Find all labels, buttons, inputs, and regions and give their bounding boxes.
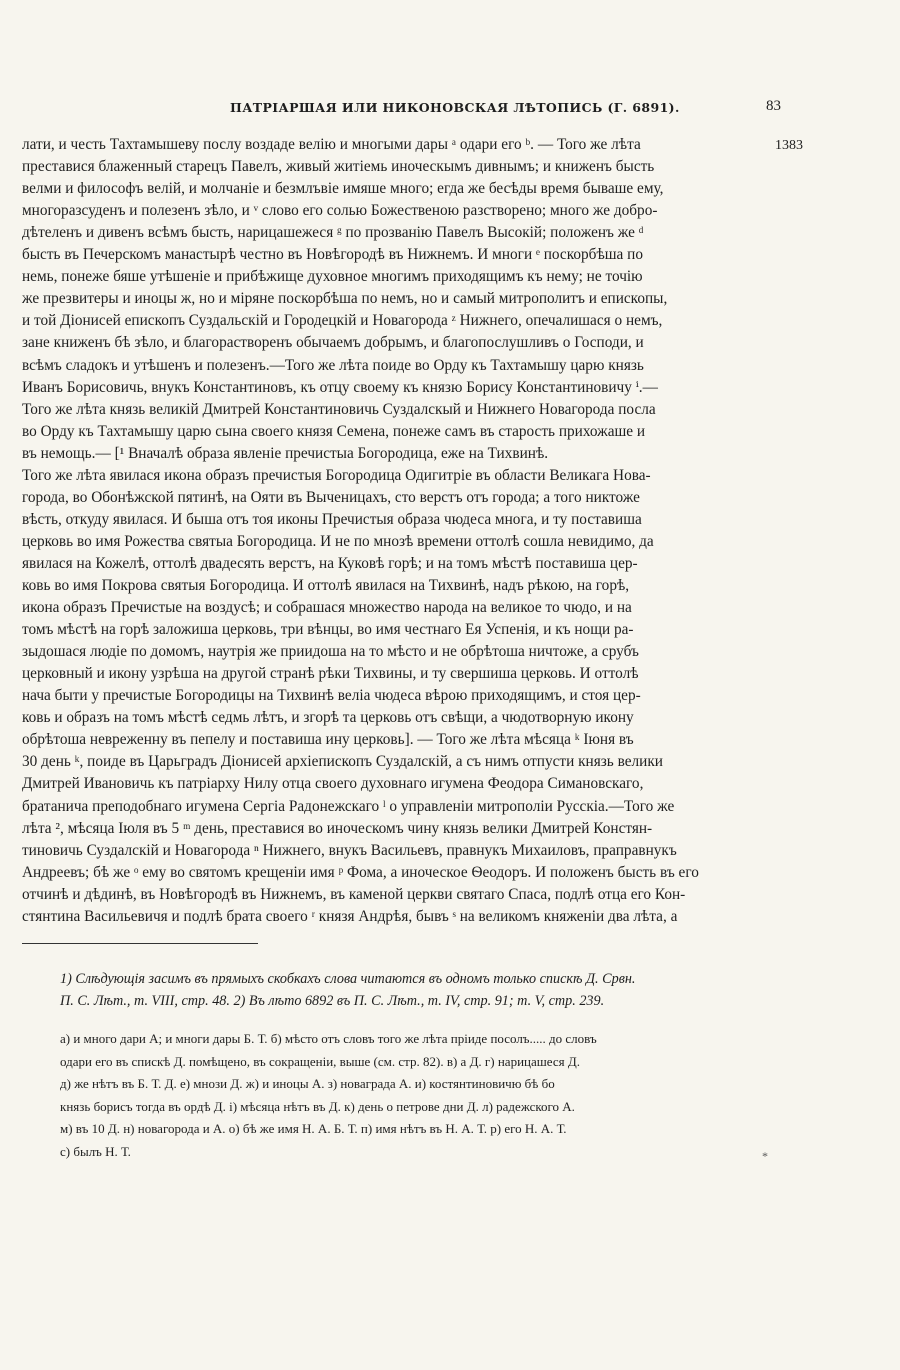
text-line: обрѣтоша невреженну въ пепелу и поставиша ину церковь]. — Того же лѣта мѣсяца ᵏ Iюня въ xyxy=(22,731,634,749)
text-line: явилася на Кожелѣ, оттолѣ двадесять верстъ, на Куковѣ горѣ; и на томъ мѣстѣ поставиша цер- xyxy=(22,554,638,572)
page-number: 83 xyxy=(766,98,781,114)
text-line: нача быти у пречистые Богородицы на Тихвинѣ велiа чюдеса вѣрою приходящимъ, и стоя цер- xyxy=(22,687,641,705)
variant-note-line: одари его въ спискѣ Д. помѣщено, въ сокращенiи, выше (см. стр. 82). в) а Д. г) нарицашеся Д. xyxy=(60,1053,580,1069)
text-line: всѣмъ сладокъ и утѣшенъ и полезенъ.—Того же лѣта поиде во Орду къ Тахтамышу царю князь xyxy=(22,356,644,374)
text-line: зыдошася людiе по домомъ, наутрiя же приидоша на то мѣсто и не обрѣтоша ничтоже, а срубъ xyxy=(22,643,639,661)
text-line: 30 день ᵏ, поиде въ Царьградъ Дiонисей архiепископъ Суздалскiй, а съ нимъ отпусти князь велики xyxy=(22,753,663,771)
text-line: многоразсуденъ и полезенъ зѣло, и ᵛ слово его солью Божественою разстворено; много же добро- xyxy=(22,202,658,220)
variant-note-line: князь борисъ тогда въ ордѣ Д. i) мѣсяца нѣтъ въ Д. к) день о петрове дни Д. л) радежского А. xyxy=(60,1098,575,1114)
text-line: зане книженъ бѣ зѣло, и благорастворенъ обычаемъ добрымъ, и благопослушливъ о Господи, и xyxy=(22,334,644,352)
text-line: церковь во имя Рожества святыа Богородица. И не по мнозѣ времени оттолѣ сошла невидимо, да xyxy=(22,532,654,550)
footnote-separator xyxy=(22,943,258,944)
text-line: преставися блаженный старецъ Павелъ, живый житiемь иноческымъ дивнымъ; и книженъ бысть xyxy=(22,158,655,176)
variant-note-line: м) въ 10 Д. н) новагорода и А. о) бѣ же имя Н. А. Б. Т. п) имя нѣтъ въ Н. А. Т. р) его Н. А. Т. xyxy=(60,1121,567,1136)
text-line: томъ мѣстѣ на горѣ заложиша церковь, три вѣнцы, во имя честнаго Ея Успенiя, и къ нощи ра- xyxy=(22,621,634,639)
text-line: въ немощь.— [¹ Вначалѣ образа явленiе пречистыа Богородица, еже на Тихвинѣ. xyxy=(22,444,549,462)
text-line: лѣта ², мѣсяца Iюля въ 5 ᵐ день, преставися во иноческомъ чину князь велики Дмитрей Констян- xyxy=(22,819,653,837)
text-line: Иванъ Борисовичь, внукъ Константиновъ, къ отцу своему къ князю Борису Константиновичу ⁱ.— xyxy=(22,378,658,396)
variant-note-line: а) и много дари А; и многи дары Б. Т. б) мѣсто отъ словъ того же лѣта прiиде посолъ..... до словъ xyxy=(60,1031,597,1046)
text-line: отчинѣ и дѣдинѣ, въ Новѣгородѣ въ Нижнемъ, въ каменой церкви святаго Спаса, подлѣ отца его Кон- xyxy=(22,885,686,903)
text-line: Дмитрей Ивановичь къ патрiарху Нилу отца своего духовнаго игумена Феодора Симановскаго, xyxy=(22,775,644,793)
footnote-line: П. С. Лѣт., т. VIII, стр. 48. 2) Въ лѣто 6892 въ П. С. Лѣт., т. IV, стр. 91; т. V, стр. 239. xyxy=(60,993,605,1009)
text-line: братанича преподобнаго игумена Сергiа Радонежскаго ˡ о управленiи митрополiи Русскiа.—Того же xyxy=(22,797,675,815)
header-title: ПАТРІАРШАЯ ИЛИ НИКОНОВСКАЯ ЛѢТОПИСЬ (Г. 6891). xyxy=(230,100,680,115)
text-line: велми и философъ велiй, и молчанiе и безмлъвiе имяше много; егда же бесѣды время бываше ему, xyxy=(22,180,664,198)
footnote-line: 1) Слѣдующiя засимъ въ прямыхъ скобкахъ слова читаются въ одномъ только спискѣ Д. Срвн. xyxy=(60,971,636,987)
ornament-mark: * xyxy=(762,1149,768,1163)
text-line: вѣсть, откуду явилася. И быша отъ тоя иконы Пречистыя образа чюдеса многа, и ту поставиша xyxy=(22,510,642,528)
text-line: стянтина Васильевичя и подлѣ брата своего ʳ князя Андрѣя, бывъ ˢ на великомъ княженiи два лѣта, а xyxy=(22,907,678,925)
text-line: Того же лѣта явилася икона образъ пречистыя Богородица Одигитрiе въ области Великага Нова- xyxy=(22,466,651,484)
text-line: ковь во имя Покрова святыя Богородица. И оттолѣ явилася на Тихвинѣ, надъ рѣкою, на горѣ, xyxy=(22,577,630,594)
text-line: тиновичь Суздалскiй и Новагорода ⁿ Нижнего, внукъ Васильевъ, правнукъ Михаиловъ, праправнукъ xyxy=(22,841,677,859)
variant-note-line: д) же нѣтъ въ Б. Т. Д. е) мнози Д. ж) и иноцы А. з) новаграда А. и) костянтиновичю бѣ бо xyxy=(60,1076,555,1091)
text-line: дѣтеленъ и дивенъ всѣмъ бысть, нарицашежеся ᵍ по прозванiю Павелъ Высокiй; положенъ же ᵈ xyxy=(22,224,644,242)
text-line: во Орду къ Тахтамышу царю сына своего князя Семена, понеже самъ въ старость прихожаше и xyxy=(22,422,646,440)
text-line: Того же лѣта князь великiй Дмитрей Константиновичь Суздалскый и Нижнего Новагорода посла xyxy=(22,400,656,418)
text-line: Андреевъ; бѣ же ᵒ ему во святомъ крещенiи имя ᵖ Фома, а иноческое Ѳеодоръ. И положенъ бысть въ его xyxy=(22,863,699,881)
running-header xyxy=(0,100,900,122)
text-line: ковь и образъ на томъ мѣстѣ седмь лѣтъ, и згорѣ та церковь отъ свѣщи, а чюдотворную икону xyxy=(22,709,634,727)
text-line: лати, и честь Тахтамышеву послу воздаде велiю и многыми дары ᵃ одари его ᵇ. — Того же лѣта xyxy=(22,136,641,153)
text-line: города, во Обонѣжской пятинѣ, на Ояти въ Выченицахъ, сто верстъ отъ города; а того никтоже xyxy=(22,488,640,506)
margin-year: 1383 xyxy=(775,138,803,153)
text-line: церковный и икону узрѣша на другой странѣ рѣки Тихвины, и ту свершиша церковь. И оттолѣ xyxy=(22,665,639,683)
text-line: же презвитеры и иноцы ж, но и мiряне поскорбѣша по немъ, но и самый митрополитъ и епископы, xyxy=(22,290,668,308)
text-line: и той Дiонисей епископъ Суздальскiй и Городецкiй и Новагорода ᶻ Нижнего, опечалишася о немъ, xyxy=(22,312,663,330)
variant-note-line: с) былъ Н. Т. xyxy=(60,1143,131,1159)
text-line: икона образъ Пречистые на воздусѣ; и собрашася множество народа на великое то чюдо, и на xyxy=(22,599,632,617)
text-line: немь, понеже бяше утѣшенiе и прибѣжище духовное многимъ приходящимъ къ нему; не точiю xyxy=(22,268,643,286)
text-line: бысть въ Печерскомъ манастырѣ честно въ Новѣгородѣ въ Нижнемъ. И многи ᵉ поскорбѣша по xyxy=(22,246,643,264)
